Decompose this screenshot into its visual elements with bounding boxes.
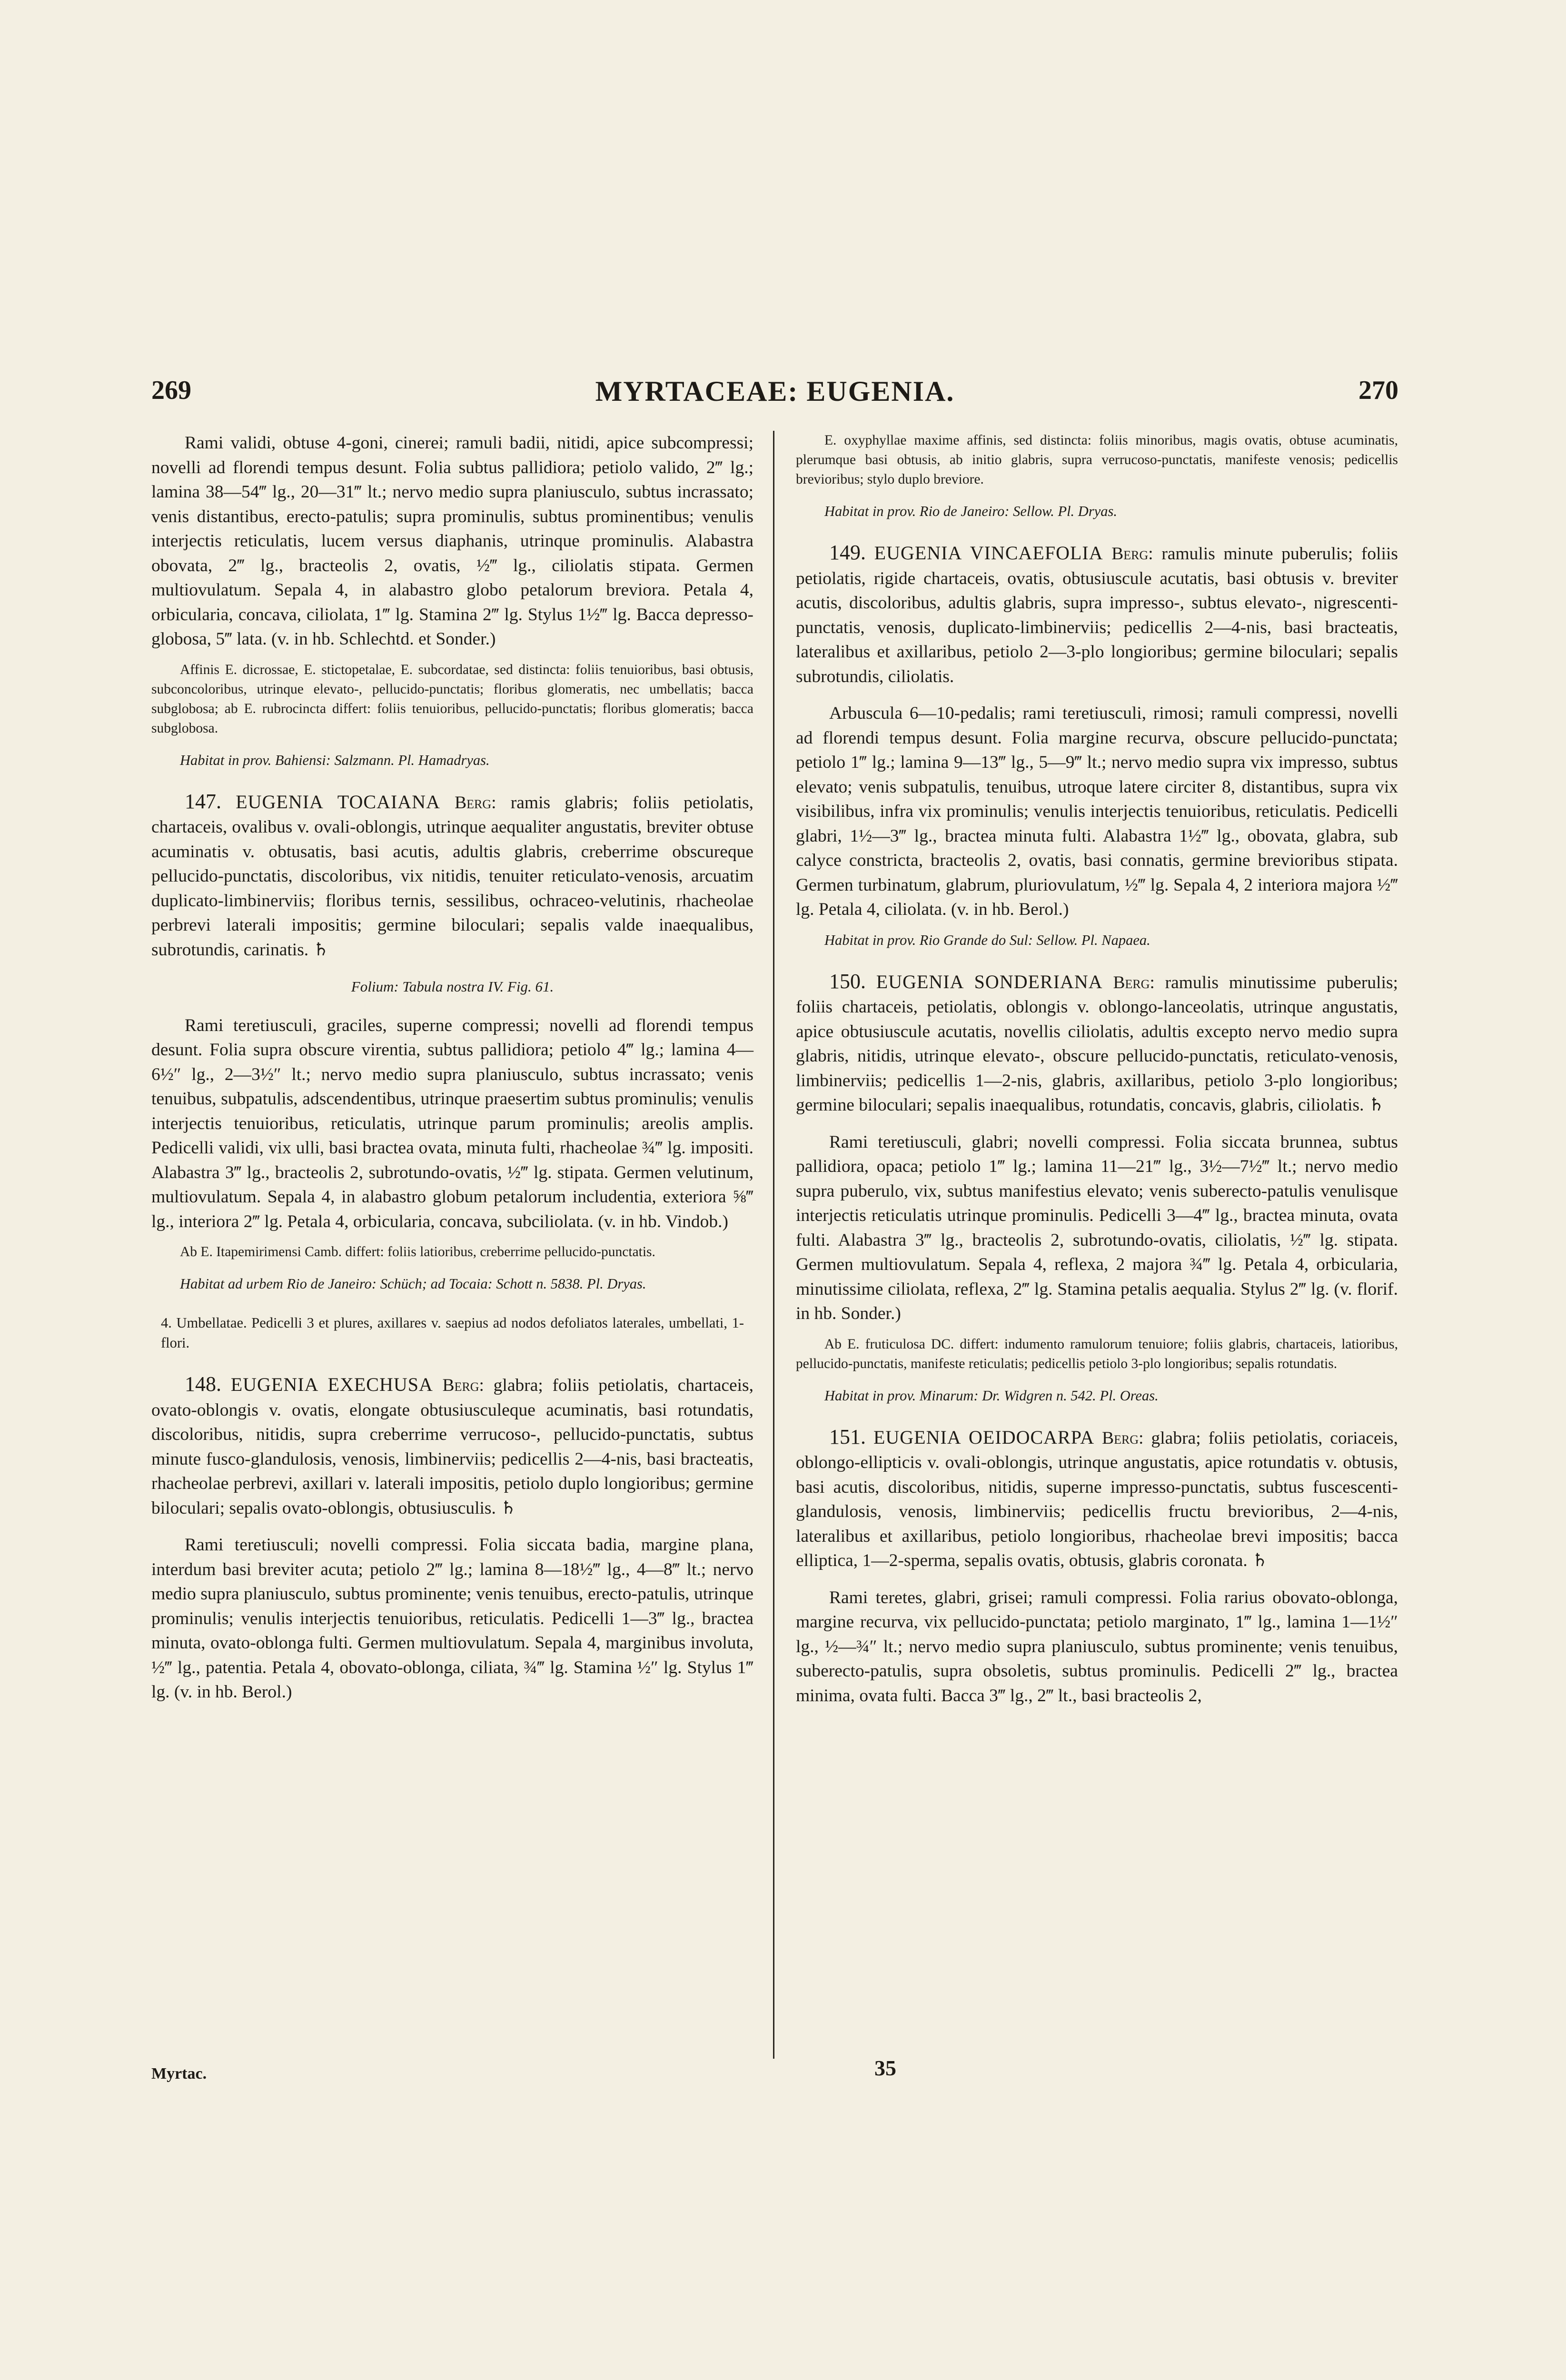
species-151 [796,1425,1398,1573]
paragraph: Rami validi, obtuse 4-goni, cinerei; ramuli badii, nitidi, apice subcompressi; novelli ad florendi tempus desunt. Folia subtus pallidiora; petiolo valido, 2‴ lg.; lamina 38—54‴ lg., 20—31‴ lt.; nervo medio supra planiusculo, subtus incrassato; venis distantibus, erecto-patulis; supra prominulis, subtus prominentibus; venulis interjectis reticulatis, lucem versus diaphanis, utrinque prominulis. Alabastra obovata, 2‴ lg., bracteolis 2, ovatis, ½‴ lg., ciliolatis stipata. Germen multiovulatum. Sepala 4, in alabastro globo petalorum breviora. Petala 4, orbicularia, concava, ciliolata, 1‴ lg. Stamina 2‴ lg. Stylus 1½‴ lg. Bacca depresso-globosa, 5‴ lata. (v. in hb. Schlechtd. et Sonder.) [151,433,753,649]
species-diagnosis: glabra; foliis petiolatis, coriaceis, oblongo-ellipticis v. ovali-oblongis, utrinque angustatis, apice rotundatis v. obtusis, basi acutis, discoloribus, nitidis, superne impresso-punctatis, subtus fuscescenti-glandulosis, venosis, limbinerviis; pedicellis fructu brevioribus, 2—4-nis, lateralibus et axillaribus, petiolo longioribus, rhacheolae brevi impositis; bacca elliptica, 1—2-sperma, sepalis ovatis, obtusis, glabris coronata. ♄ [796,1428,1398,1570]
species-author: Berg: [455,793,496,813]
left-column [151,431,753,1713]
species-diagnosis: glabra; foliis petiolatis, chartaceis, ovato-oblongis v. ovatis, elongate obtusiusculeque acuminatis, basi rotundatis, discoloribus, nitidis, supra creberrime verrucoso-, pellucido-punctatis, subtus minute fusco-glandulosis, venosis, limbinerviis; pedicellis 2—4-nis, basi bracteatis, rhacheolae perbrevi, axillari v. laterali impositis, petiolo duplo longioribus; germine biloculari; sepalis ovato-oblongis, obtusiusculis. ♄ [151,1376,754,1518]
species-number: 150. [829,969,866,993]
species-name: EUGENIA OEIDOCARPA [873,1426,1095,1448]
species-diagnosis: ramulis minutissime puberulis; foliis chartaceis, petiolatis, oblongis v. oblongo-lanceolatis, utrinque angustatis, apice obtusiuscule acutatis, novellis ciliolatis, adultis excepto nervo medio supra glabris, nitidis, utrinque elevato-, obscure pellucido-punctatis, reticulato-venosis, limbinerviis; pedicellis 1—2-nis, glabris, axillaribus, petiolo 3-plo longioribus; germine biloculari; sepalis inaequalibus, rotundatis, concavis, glabris, ciliolatis. ♄ [796,972,1398,1115]
figure-reference: Folium: Tabula nostra IV. Fig. 61. [351,978,554,995]
species-author: Berg: [1113,972,1155,992]
species-150 [796,969,1398,1118]
habitat-line: Habitat in prov. Rio Grande do Sul: Sellow. Pl. Napaea. [824,932,1150,948]
affinity-note: Affinis E. dicrossae, E. stictopetalae, E. subcordatae, sed distincta: foliis tenuioribus, basi obtusis, subconcoloribus, utrinque elevato-, pellucido-punctatis; floribus glomeratis, nec umbellatis; bacca subglobosa; ab E. rubrocincta differt: foliis tenuioribus, pellucido-punctatis; floribus glomeratis; bacca subglobosa. [151,662,753,736]
affinity-note: E. oxyphyllae maxime affinis, sed distincta: foliis minoribus, magis ovatis, obtuse acuminatis, plerumque basi obtusis, ab initio glabris, supra verrucoso-punctatis, manifeste venosis; pedicellis brevioribus; stylo duplo breviore. [796,433,1398,487]
page-number-left: 269 [151,376,191,405]
affinity-note: Ab E. Itapemirimensi Camb. differt: foliis latioribus, creberrime pellucido-punctatis. [180,1244,655,1259]
species-author: Berg: [442,1376,484,1395]
paragraph: Rami teretes, glabri, grisei; ramuli compressi. Folia rarius obovato-oblonga, margine recurva, vix pellucido-punctata; petiolo marginato, 1‴ lg., lamina 1—1½″ lg., ½—¾″ lt.; nervo medio supra planiusculo, subtus prominente; venis tenuibus, suberecto-patulis, supra obsoletis, subtus prominulis. Pedicelli 2‴ lg., bractea minima, ovata fulti. Bacca 3‴ lg., 2‴ lt., basi bracteolis 2, [796,1587,1398,1706]
species-name: EUGENIA EXECHUSA [230,1374,433,1395]
column-divider [773,431,774,2059]
species-author: Berg: [1102,1428,1144,1448]
paragraph: Rami teretiusculi, glabri; novelli compressi. Folia siccata brunnea, subtus pallidiora, opaca; petiolo 1‴ lg.; lamina 11—21‴ lg., 3½—7½‴ lt.; nervo medio supra puberulo, vix, subtus manifestius elevato; venis suberecto-patulis venulisque interjectis reticulatis utrinque prominulis. Pedicelli 3—4‴ lg., bractea minuta, ovata fulti. Alabastra 3‴ lg., bracteolis 2, subrotundo-ovatis, ciliolatis, ½‴ lg. stipata. Germen multiovulatum. Sepala 4, reflexa, 2 majora ¾‴ lg. Petala 4, orbicularia, minutissime ciliolata, reflexa, 2‴ lg. Stamina petalis aequalia. Stylus 2‴ lg. (v. florif. in hb. Sonder.) [796,1132,1398,1323]
habitat-line: Habitat ad urbem Rio de Janeiro: Schüch; ad Tocaia: Schott n. 5838. Pl. Dryas. [180,1276,646,1292]
species-number: 151. [829,1425,866,1448]
paragraph: Arbuscula 6—10-pedalis; rami teretiusculi, rimosi; ramuli compressi, novelli ad florendi tempus desunt. Folia margine recurva, obscure pellucido-punctata; petiolo 1‴ lg.; lamina 9—13‴ lg., 5—9‴ lt.; nervo medio supra vix impresso, subtus elevato; venis subpatulis, tenuibus, utroque latere circiter 8, distantibus, supra vix visibilibus, infra vix prominulis; venulis interjectis tenuioribus, reticulatis. Pedicelli glabri, 1½—3‴ lg., bractea minuta fulti. Alabastra 1½‴ lg., obovata, glabra, sub calyce constricta, bracteolis 2, ovatis, basi connatis, germine brevioribus stipata. Germen turbinatum, glabrum, pluriovulatum, ½‴ lg. Sepala 4, 2 interiora majora ½‴ lg. Petala 4, ciliolata. (v. in hb. Berol.) [796,704,1398,919]
species-author: Berg: [1111,544,1153,564]
running-header [151,375,1398,413]
species-147 [151,789,753,962]
habitat-line: Habitat in prov. Bahiensi: Salzmann. Pl. Hamadryas. [180,752,490,768]
species-diagnosis: ramulis minute puberulis; foliis petiolatis, rigide chartaceis, ovatis, obtusiuscule acutatis, basi obtusis v. breviter acutis, discoloribus, adultis glabris, supra impresso-, subtus elevato-, nigrescenti-punctatis, venosis, duplicato-limbinerviis; pedicellis 2—4-nis, basi bracteatis, lateralibus et axillaribus, petiolo 2—3-plo longioribus; germine biloculari; sepalis subrotundis, ciliolatis. [796,544,1398,686]
page-number-right: 270 [1358,376,1398,405]
section-umbellatae: 4. Umbellatae. Pedicelli 3 et plures, axillares v. saepius ad nodos defoliatos laterales, umbellati, 1-flori. [161,1315,744,1351]
species-diagnosis: ramis glabris; foliis petiolatis, chartaceis, ovalibus v. ovali-oblongis, utrinque aequaliter angustatis, breviter obtuse acuminatis v. obtusatis, basi acutis, adultis glabris, creberrime obscureque pellucido-punctatis, discoloribus, vix nitidis, tenuiter reticulato-venosis, arcuatim duplicato-limbinerviis; floribus ternis, sessilibus, ochraceo-velutinis, rhacheolae perbrevi laterali impositis; germine biloculari; sepalis valde inaequalibus, subrotundis, carinatis. ♄ [151,793,754,960]
right-column [796,431,1398,1716]
habitat-line: Habitat in prov. Minarum: Dr. Widgren n. 542. Pl. Oreas. [824,1387,1159,1404]
species-name: EUGENIA VINCAEFOLIA [874,542,1103,564]
habitat-line: Habitat in prov. Rio de Janeiro: Sellow. Pl. Dryas. [824,503,1117,519]
species-name: EUGENIA TOCAIANA [236,791,440,813]
paragraph: Rami teretiusculi; novelli compressi. Folia siccata badia, margine plana, interdum basi breviter acuta; petiolo 2‴ lg.; lamina 8—18½‴ lg., 4—8‴ lt.; nervo medio supra planiusculo, subtus prominente; venis tenuibus, erecto-patulis, utrinque prominulis; venulis interjectis tenuioribus, reticulatis. Pedicelli 1—3‴ lg., bractea minuta, ovato-oblonga fulti. Germen multiovulatum. Sepala 4, marginibus involuta, ½‴ lg., patentia. Petala 4, obovato-oblonga, ciliata, ¾‴ lg. Stamina ½″ lg. Stylus 1‴ lg. (v. in hb. Berol.) [151,1535,753,1702]
species-number: 148. [185,1372,221,1396]
species-148 [151,1372,753,1520]
species-number: 149. [829,541,866,564]
running-title: MYRTACEAE: EUGENIA. [595,376,955,407]
paragraph: Rami teretiusculi, graciles, superne compressi; novelli ad florendi tempus desunt. Folia supra obscure virentia, subtus pallidiora; petiolo 4‴ lg.; lamina 4—6½″ lg., 2—3½″ lt.; nervo medio supra planiusculo, subtus incrassato; venis tenuibus, subpatulis, adscendentibus, utrinque praesertim subtus prominulis; venulis interjectis tenuioribus, reticulatis, utrinque parum prominulis; areolis amplis. Pedicelli validi, vix ulli, basi bractea ovata, minuta fulti, rhacheolae ¾‴ lg. impositi. Alabastra 3‴ lg., bracteolis 2, subrotundo-ovatis, ½‴ lg. stipata. Germen velutinum, multiovulatum. Sepala 4, in alabastro globum petalorum includentia, exteriora ⅝‴ lg., interiora 2‴ lg. Petala 4, orbicularia, concava, subciliolata. (v. in hb. Vindob.) [151,1015,753,1231]
species-number: 147. [185,789,221,813]
signature-mark: Myrtac. [151,2065,207,2082]
page-number-footer: 35 [874,2056,896,2080]
species-name: EUGENIA SONDERIANA [876,971,1103,992]
species-149 [796,540,1398,689]
affinity-note: Ab E. fruticulosa DC. differt: indumento ramulorum tenuiore; foliis glabris, chartaceis, latioribus, pellucido-punctatis, manifeste reticulatis; pedicellis petiolo 3-plo longioribus; sepalis rotundatis. [796,1336,1398,1371]
